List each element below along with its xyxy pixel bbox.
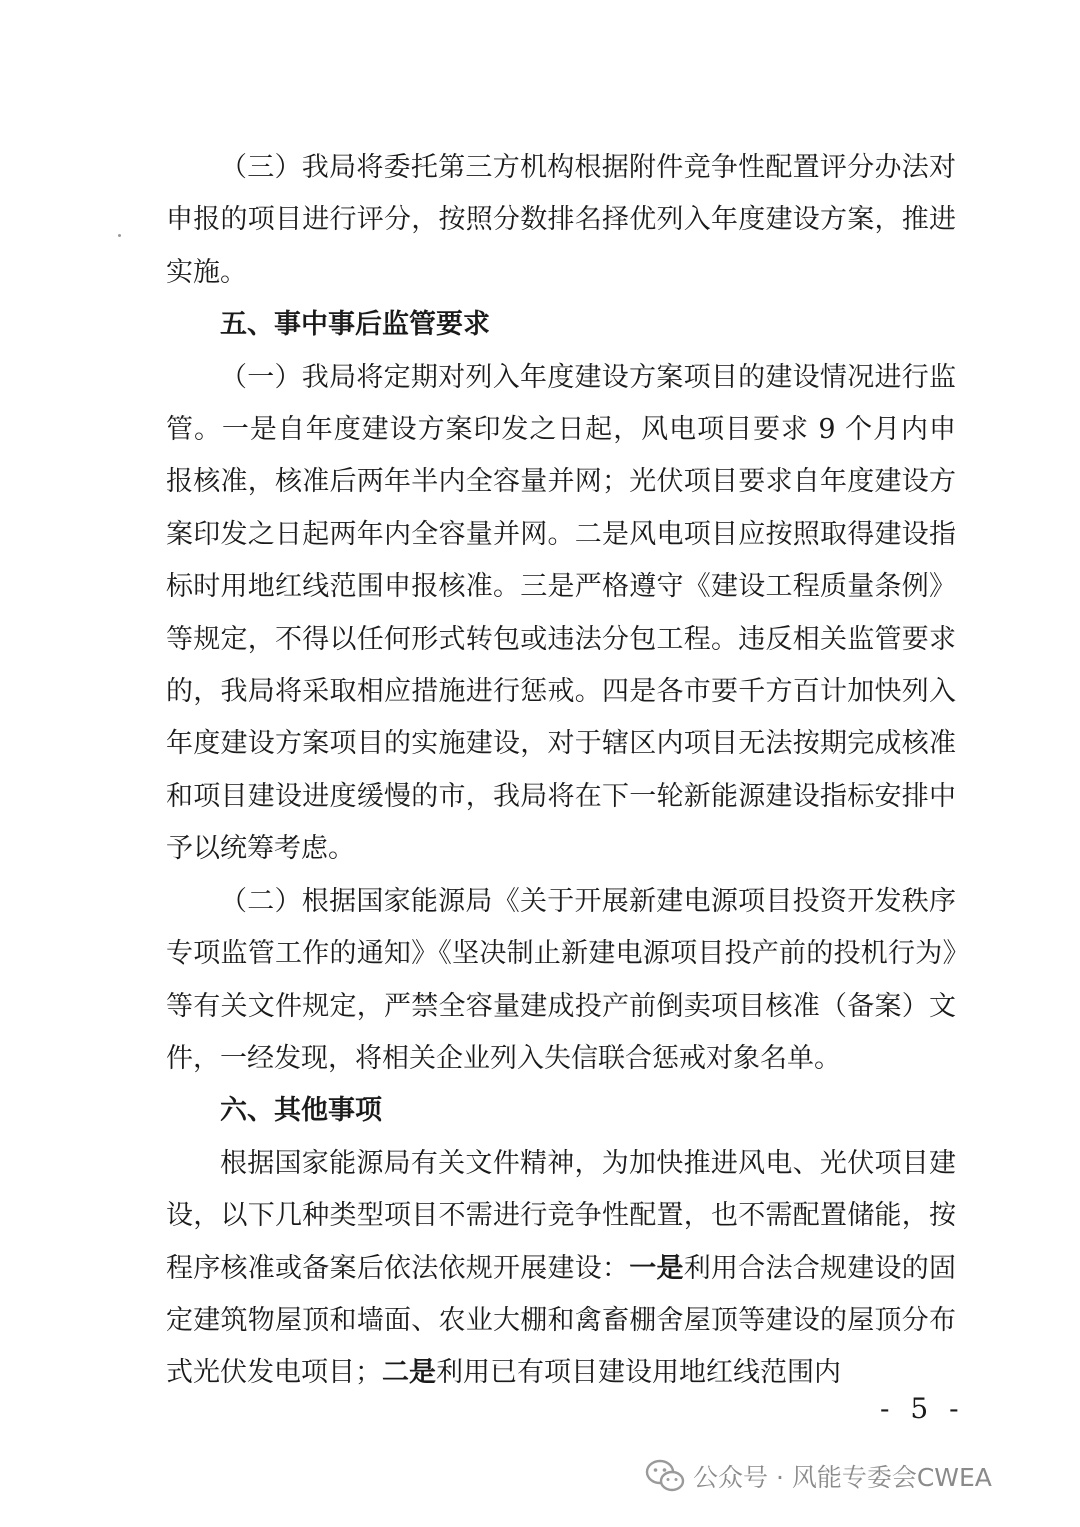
item-one-text: 利用合法合规建设的固定建筑物屋顶和墙面、农业大棚和禽畜棚舍屋顶等建设的屋顶分布式光伏发电项目；: [166, 1252, 956, 1389]
item-two-text: 利用已有项目建设用地红线范围内: [436, 1357, 841, 1389]
item-one-label: 一是: [629, 1252, 684, 1284]
scan-speck: [118, 234, 121, 237]
paragraph-5-2: （二）根据国家能源局《关于开展新建电源项目投资开发秩序专项监管工作的通知》《坚决制止新建电源项目投产前的投机行为》等有关文件规定，严禁全容量建成投产前倒卖项目核准（备案）文件，一经发现，将相关企业列入失信联合惩戒对象名单。: [166, 885, 956, 1074]
wechat-icon: [645, 1459, 685, 1493]
paragraph-5-1: （一）我局将定期对列入年度建设方案项目的建设情况进行监管。一是自年度建设方案印发之日起，风电项目要求 9 个月内申报核准，核准后两年半内全容量并网；光伏项目要求自年度建设方案印发之日起两年内全容量并网。二是风电项目应按照取得建设指标时用地红线范围申报核准。三是严格遵守《建设工程质量条例》等规定，不得以任何形式转包或违法分包工程。违反相关监管要求的，我局将采取相应措施进行惩戒。四是各市要千方百计加快列入年度建设方案项目的实施建设，对于辖区内项目无法按期完成核准和项目建设进度缓慢的市，我局将在下一轮新能源建设指标安排中予以统筹考虑。: [166, 361, 956, 865]
paragraph-3-3: （三）我局将委托第三方机构根据附件竞争性配置评分办法对申报的项目进行评分，按照分数排名择优列入年度建设方案，推进实施。: [166, 152, 956, 288]
paragraph-6-1-intro: 根据国家能源局有关文件精神，为加快推进风电、光伏项目建设，以下几种类型项目不需进行竞争性配置，也不需配置储能，按程序核准或备案后依法依规开展建设：: [166, 1147, 956, 1284]
document-body: [166, 142, 956, 1400]
section-heading-6: 六、其他事项: [220, 1095, 382, 1127]
item-two-label: 二是: [382, 1357, 436, 1389]
page-number: - 5 -: [880, 1392, 965, 1425]
section-heading-5: 五、事中事后监管要求: [220, 309, 490, 341]
wechat-watermark: [645, 1458, 992, 1494]
watermark-text: 公众号 · 风能专委会CWEA: [693, 1463, 992, 1492]
paragraph-6-1: [166, 1138, 956, 1400]
